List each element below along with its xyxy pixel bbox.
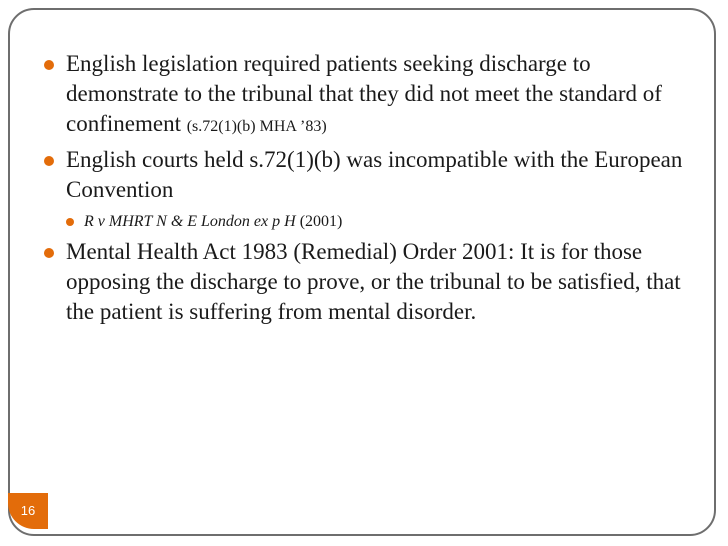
bullet-dot-icon: [44, 248, 54, 258]
bullet-text-3: Mental Health Act 1983 (Remedial) Order 2001: It is for those opposing the discharge to prove, or the tribunal to be satisfied, that the patient is suffering from mental disorder.: [66, 239, 681, 324]
case-name: R v MHRT N & E London ex p H: [84, 213, 296, 230]
bullet-text-1: English legislation required patients seeking discharge to demonstrate to the tribunal that they did not meet the standard of confinement: [66, 51, 662, 136]
bullet-item-3: [42, 237, 692, 327]
bullet-item-2: [42, 145, 692, 205]
sub-bullet-item: [42, 208, 692, 236]
case-year: (2001): [299, 213, 343, 230]
bullet-text-2: English courts held s.72(1)(b) was incompatible with the European Convention: [66, 147, 683, 202]
bullet-list: [42, 49, 692, 330]
sub-bullet-dot-icon: [66, 218, 74, 226]
page-number-badge: 16: [8, 493, 48, 529]
bullet-item-1: [42, 49, 692, 142]
bullet-dot-icon: [44, 60, 54, 70]
bullet-citation-1: (s.72(1)(b) MHA ’83): [186, 118, 327, 135]
bullet-dot-icon: [44, 156, 54, 166]
